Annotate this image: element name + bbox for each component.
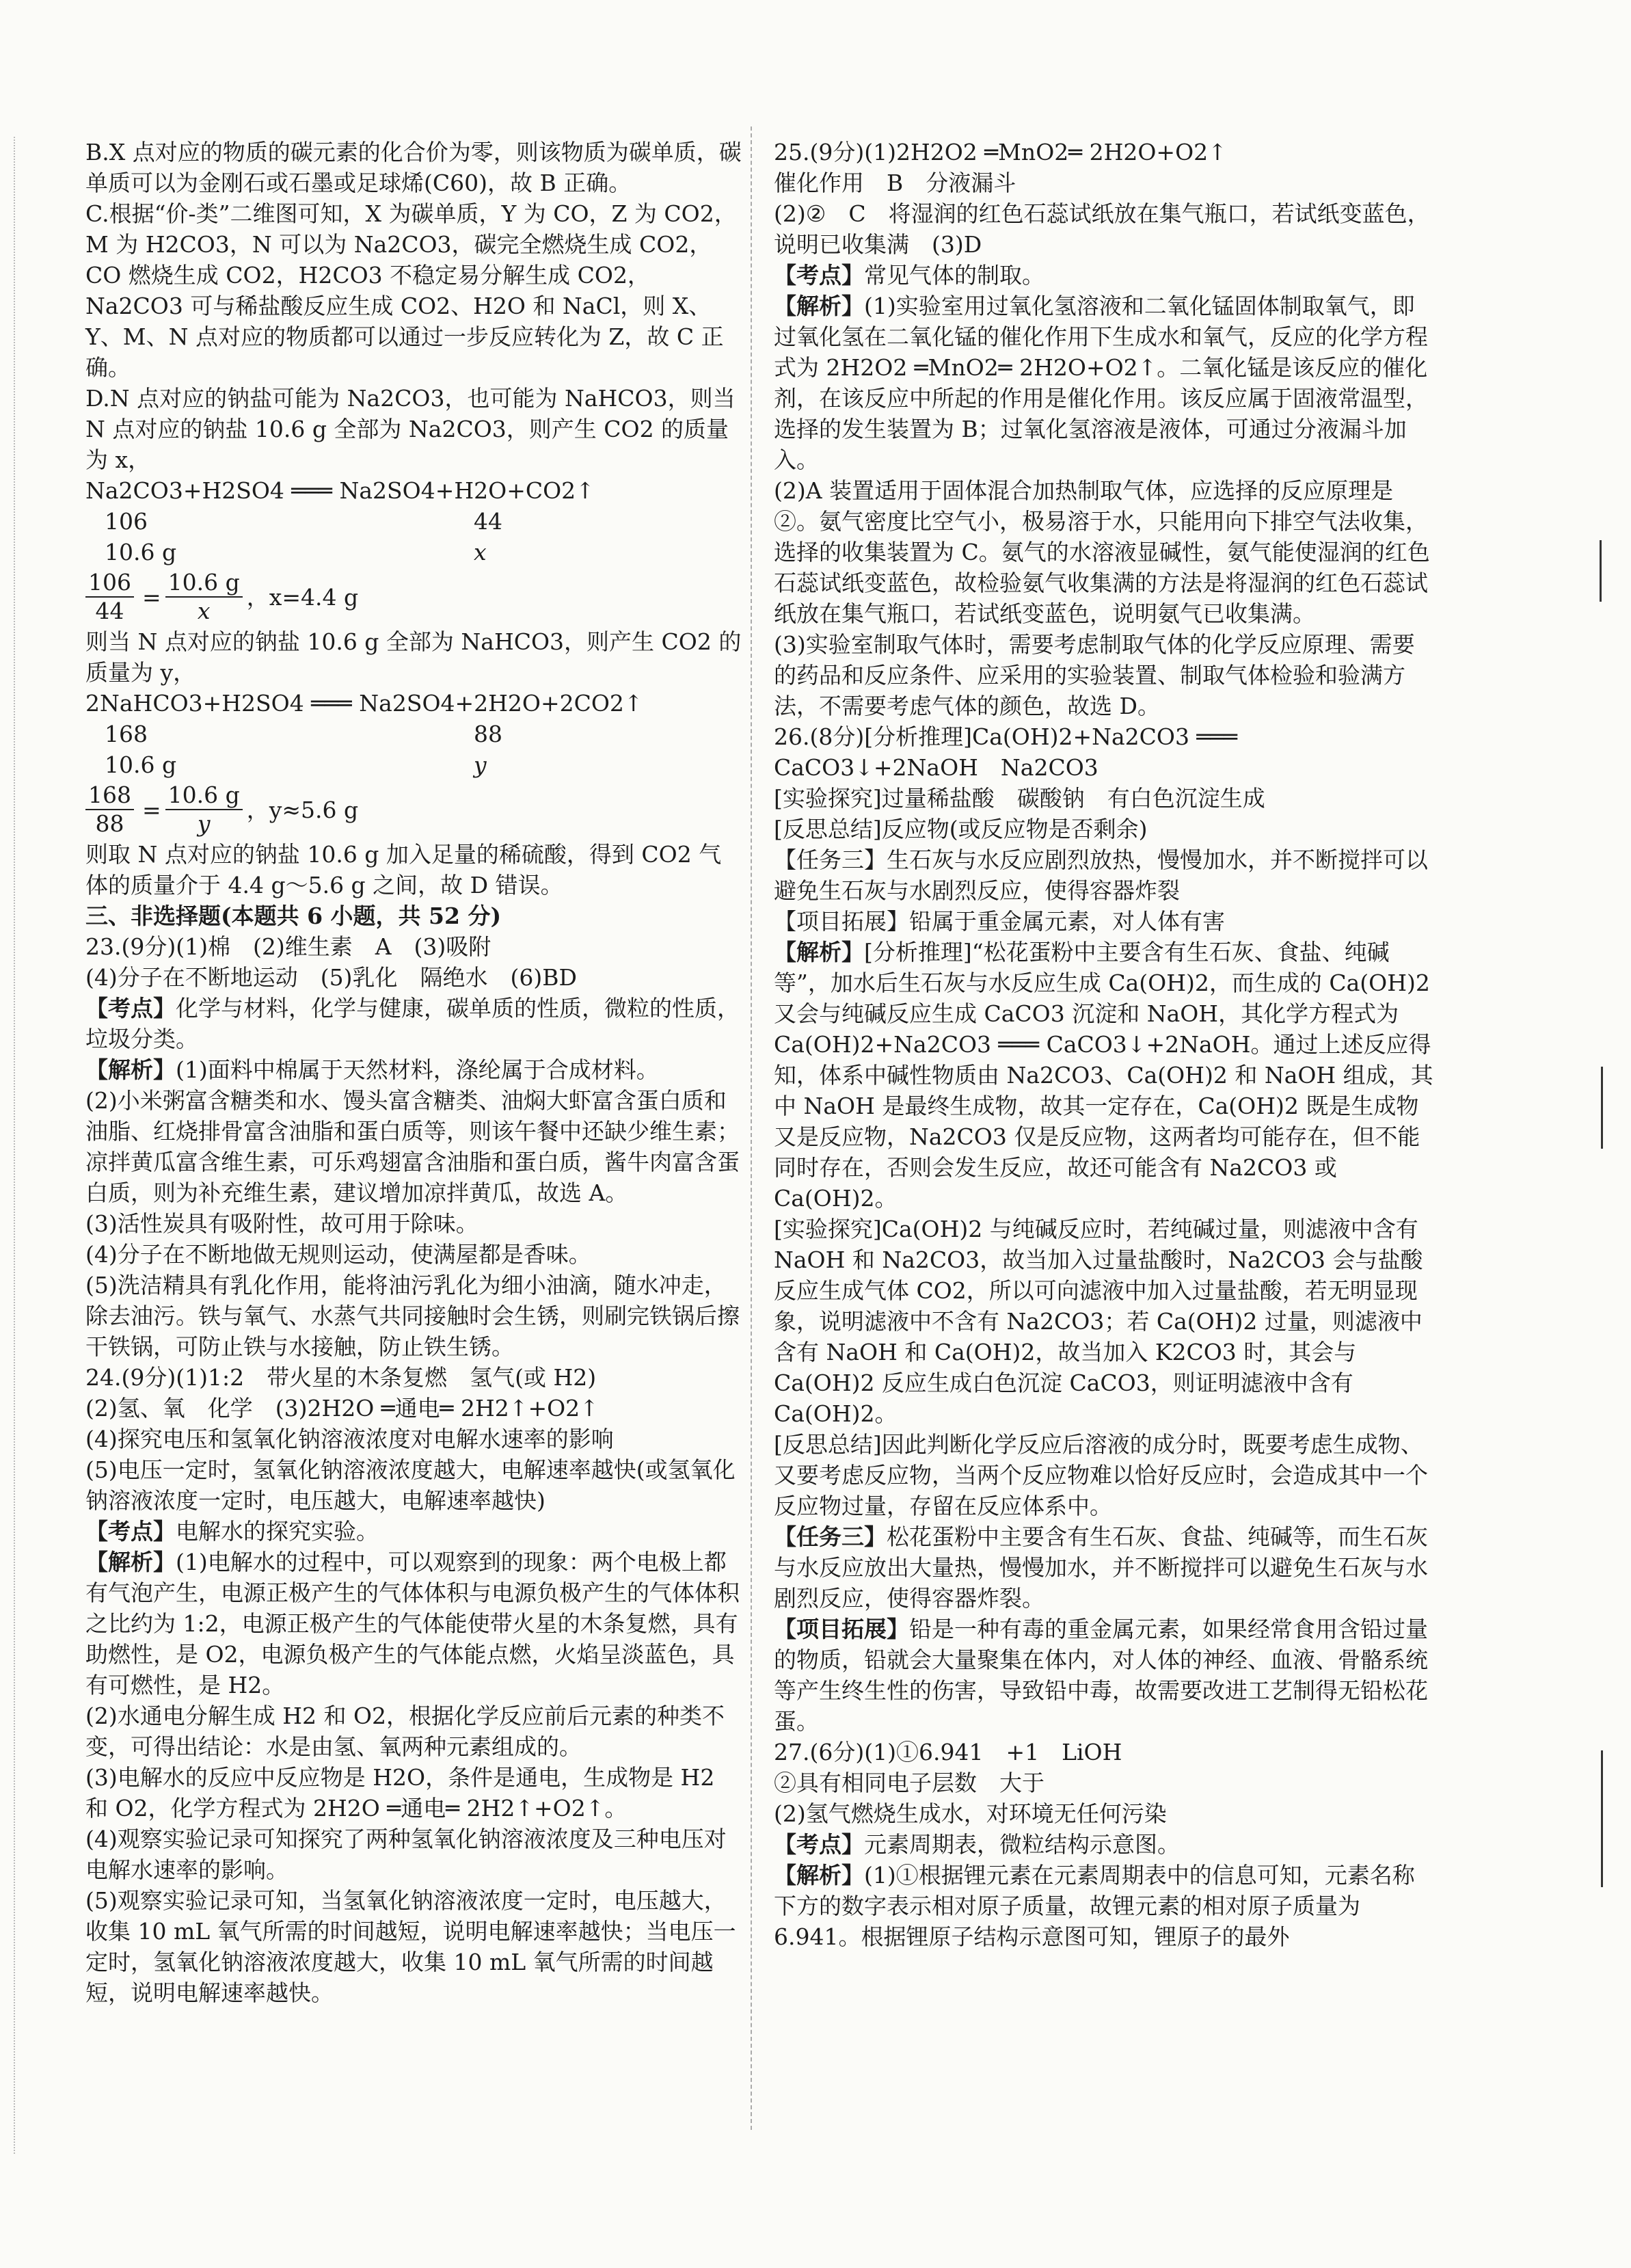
tagged-paragraph: [774, 291, 1437, 475]
tagged-paragraph: [85, 1054, 742, 1085]
tag-text: [分析推理]“松花蛋粉中主要含有生石灰、食盐、纯碱等”，加水后生石灰与水反应生成 Ca(OH)2，而生成的 Ca(OH)2 又会与纯碱反应生成 CaCO3 沉淀和 NaOH，其化学方程式为 Ca(OH)2+Na2CO3 ═══ CaCO3↓+2NaOH。通过上述反应得知，体系中碱性物质由 Na2CO3、Ca(OH)2 和 NaOH 组成，其中 NaOH 是最终生成物，故其一定存在，Ca(OH)2 既是生成物又是反应物，Na2CO3 仅是反应物，这两者均可能存在，但不能同时存在，否则会发生反应，故还可能含有 Na2CO3 或 Ca(OH)2。: [774, 939, 1433, 1212]
section-heading: 三、非选择题(本题共 6 小题，共 52 分): [85, 903, 502, 929]
tagged-paragraph: [774, 260, 1437, 291]
paragraph: (4)分子在不断地做无规则运动，使满屋都是香味。: [85, 1241, 591, 1268]
scan-mark: [1600, 540, 1602, 602]
paragraph: (2)水通电分解生成 H2 和 O2，根据化学反应前后元素的种类不变，可得出结论：水是由氢、氧两种元素组成的。: [85, 1703, 725, 1760]
tag-label: 【考点】: [774, 262, 864, 289]
calc-row: [85, 537, 742, 568]
tag-text: 化学与材料，化学与健康，碳单质的性质，微粒的性质，垃圾分类。: [85, 995, 740, 1052]
tagged-paragraph: [774, 1521, 1437, 1614]
tag-text: 元素周期表，微粒结构示意图。: [864, 1831, 1180, 1858]
fraction-denominator: x: [197, 598, 211, 624]
equals-sign: =: [142, 583, 161, 611]
fraction: [165, 782, 243, 838]
tagged-paragraph: [774, 1614, 1437, 1737]
calc-value: 44: [474, 508, 502, 535]
tag-text: (1)实验室用过氧化氢溶液和二氧化锰固体制取氧气，即过氧化氢在二氧化锰的催化作用下生成水和氧气，反应的化学方程式为 2H2O2 ═MnO2═ 2H2O+O2↑。二氧化锰是该反应的催化剂，在该反应中所起的作用是催化作用。该反应属于固液常温型，选择的发生装置为 B；过氧化氢溶液是液体，可通过分液漏斗加入。: [774, 293, 1428, 473]
paragraph: 27.(6分)(1)①6.941 +1 LiOH: [774, 1739, 1122, 1765]
left-column: [85, 137, 742, 2008]
scan-mark: [1601, 1750, 1603, 1887]
paragraph: 23.(9分)(1)棉 (2)维生素 A (3)吸附: [85, 933, 491, 960]
equation-result: ，y≈5.6 g: [246, 796, 359, 823]
tagged-paragraph: [774, 1860, 1437, 1952]
calc-row: [85, 719, 742, 749]
paragraph: [实验探究]过量稀盐酸 碳酸钠 有白色沉淀生成: [774, 785, 1265, 812]
tag-label: 【解析】: [85, 1056, 176, 1083]
paragraph: [反思总结]因此判断化学反应后溶液的成分时，既要考虑生成物、又要考虑反应物，当两个反应物难以恰好反应时，会造成其中一个反应物过量，存留在反应体系中。: [774, 1431, 1428, 1519]
tag-text: 电解水的探究实验。: [176, 1518, 379, 1545]
calc-value: 10.6 g: [105, 539, 177, 565]
tagged-paragraph: [774, 1829, 1437, 1860]
fraction-denominator: 44: [95, 598, 124, 624]
tag-text: (1)①根据锂元素在元素周期表中的信息可知，元素名称下方的数字表示相对原子质量，故锂元素的相对原子质量为 6.941。根据锂原子结构示意图可知，锂原子的最外: [774, 1862, 1415, 1950]
paragraph: 25.(9分)(1)2H2O2 ═MnO2═ 2H2O+O2↑: [774, 139, 1227, 165]
paragraph: B.X 点对应的物质的碳元素的化合价为零，则该物质为碳单质，碳单质可以为金刚石或石墨或足球烯(C60)，故 B 正确。: [85, 139, 742, 196]
fraction: [85, 782, 134, 838]
paragraph: 【任务三】生石灰与水反应剧烈放热，慢慢加水，并不断搅拌可以避免生石灰与水剧烈反应，使得容器炸裂: [774, 846, 1428, 904]
fraction-numerator: 106: [85, 569, 134, 598]
paragraph: D.N 点对应的钠盐可能为 Na2CO3，也可能为 NaHCO3，则当 N 点对应的钠盐 10.6 g 全部为 Na2CO3，则产生 CO2 的质量为 x，: [85, 385, 736, 473]
tag-text: 常见气体的制取。: [864, 262, 1044, 289]
calc-row: [85, 506, 742, 537]
calc-value: 106: [105, 508, 148, 535]
fraction: [85, 569, 134, 625]
paragraph: Na2CO3+H2SO4 ═══ Na2SO4+H2O+CO2↑: [85, 477, 595, 504]
paragraph: 2NaHCO3+H2SO4 ═══ Na2SO4+2H2O+2CO2↑: [85, 690, 643, 717]
paragraph: C.根据“价-类”二维图可知，X 为碳单质，Y 为 CO，Z 为 CO2，M 为 H2CO3，N 可以为 Na2CO3，碳完全燃烧生成 CO2，CO 燃烧生成 CO2，H2CO3 不稳定易分解生成 CO2，Na2CO3 可与稀盐酸反应生成 CO2、H2O 和 NaCl，则 X、Y、M、N 点对应的物质都可以通过一步反应转化为 Z，故 C 正确。: [85, 200, 737, 381]
tagged-paragraph: [85, 1516, 742, 1547]
paragraph: 则取 N 点对应的钠盐 10.6 g 加入足量的稀硫酸，得到 CO2 气体的质量介于 4.4 g～5.6 g 之间，故 D 错误。: [85, 841, 722, 898]
paragraph: 则当 N 点对应的钠盐 10.6 g 全部为 NaHCO3，则产生 CO2 的质量为 y，: [85, 628, 742, 686]
paragraph: 催化作用 B 分液漏斗: [774, 170, 1016, 196]
scan-mark: [1601, 1067, 1603, 1149]
fraction-denominator: 88: [95, 810, 124, 837]
tagged-paragraph: [85, 1547, 742, 1700]
equals-sign: =: [142, 796, 161, 823]
paragraph: (4)分子在不断地运动 (5)乳化 隔绝水 (6)BD: [85, 964, 577, 991]
tag-label: 【考点】: [85, 1518, 176, 1545]
paragraph: (2)小米粥富含糖类和水、馒头富含糖类、油焖大虾富含蛋白质和油脂、红烧排骨富含油脂和蛋白质等，则该午餐中还缺少维生素；凉拌黄瓜富含维生素，可乐鸡翅富含油脂和蛋白质，酱牛肉富含蛋白质，则为补充维生素，建议增加凉拌黄瓜，故选 A。: [85, 1087, 740, 1206]
tag-label: 【解析】: [774, 1862, 864, 1889]
tag-label: 【解析】: [774, 293, 864, 319]
paragraph: 24.(9分)(1)1:2 带火星的木条复燃 氢气(或 H2): [85, 1364, 597, 1391]
paragraph: (4)观察实验记录可知探究了两种氢氧化钠溶液浓度及三种电压对电解水速率的影响。: [85, 1826, 727, 1883]
calc-value: 168: [105, 721, 148, 747]
calc-value: x: [474, 539, 487, 565]
paragraph: 26.(8分)[分析推理]Ca(OH)2+Na2CO3 ═══ CaCO3↓+2NaOH Na2CO3: [774, 723, 1238, 781]
proportion-equation: [85, 782, 742, 838]
paragraph: (4)探究电压和氢氧化钠溶液浓度对电解水速率的影响: [85, 1426, 614, 1452]
tag-text: 松花蛋粉中主要含有生石灰、食盐、纯碱等，而生石灰与水反应放出大量热，慢慢加水，并不断搅拌可以避免生石灰与水剧烈反应，使得容器炸裂。: [774, 1523, 1428, 1612]
calc-value: 10.6 g: [105, 751, 177, 778]
paragraph: (3)实验室制取气体时，需要考虑制取气体的化学反应原理、需要的药品和反应条件、应采用的实验装置、制取气体检验和验满方法，不需要考虑气体的颜色，故选 D。: [774, 631, 1415, 719]
paragraph: (5)洗洁精具有乳化作用，能将油污乳化为细小油滴，随水冲走，除去油污。铁与氧气、水蒸气共同接触时会生锈，则刷完铁锅后擦干铁锅，可防止铁与水接触，防止铁生锈。: [85, 1272, 740, 1360]
fraction-denominator: y: [197, 810, 211, 837]
right-column: [774, 137, 1437, 1952]
paragraph: (2)氢、氧 化学 (3)2H2O ═通电═ 2H2↑+O2↑: [85, 1395, 599, 1422]
paragraph: (2)氢气燃烧生成水，对环境无任何污染: [774, 1800, 1167, 1827]
fraction-numerator: 10.6 g: [165, 569, 243, 598]
tag-label: 【考点】: [85, 995, 176, 1022]
fraction-numerator: 168: [85, 782, 134, 810]
calc-value: y: [474, 751, 487, 778]
binding-margin-line: [14, 137, 15, 2154]
paragraph: [反思总结]反应物(或反应物是否剩余): [774, 816, 1148, 842]
paragraph: (3)电解水的反应中反应物是 H2O，条件是通电，生成物是 H2 和 O2，化学方程式为 2H2O ═通电═ 2H2↑+O2↑。: [85, 1764, 715, 1822]
equation-result: ，x=4.4 g: [246, 583, 359, 611]
column-divider: [751, 126, 752, 2130]
tag-label: 【项目拓展】: [774, 1616, 909, 1642]
tag-label: 【任务三】: [774, 1523, 887, 1550]
paragraph: (2)② C 将湿润的红色石蕊试纸放在集气瓶口，若试纸变蓝色，说明已收集满 (3)D: [774, 200, 1430, 258]
calc-row: [85, 749, 742, 780]
tag-text: (1)电解水的过程中，可以观察到的现象：两个电极上都有气泡产生，电源正极产生的气体体积与电源负极产生的气体体积之比约为 1:2，电源正极产生的气体能使带火星的木条复燃，具有助燃性，是 O2，电源负极产生的气体能点燃，火焰呈淡蓝色，具有可燃性，是 H2。: [85, 1549, 740, 1698]
paragraph: (5)观察实验记录可知，当氢氧化钠溶液浓度一定时，电压越大，收集 10 mL 氧气所需的时间越短，说明电解速率越快；当电压一定时，氢氧化钠溶液浓度越大，收集 10 mL 氧气所需的时间越短，说明电解速率越快。: [85, 1887, 736, 2006]
fraction-numerator: 10.6 g: [165, 782, 243, 810]
tag-label: 【解析】: [774, 939, 864, 965]
paragraph: (5)电压一定时，氢氧化钠溶液浓度越大，电解速率越快(或氢氧化钠溶液浓度一定时，电压越大，电解速率越快): [85, 1456, 736, 1514]
tagged-paragraph: [85, 993, 742, 1054]
paragraph: 【项目拓展】铅属于重金属元素，对人体有害: [774, 908, 1225, 935]
tag-text: (1)面料中棉属于天然材料，涤纶属于合成材料。: [176, 1056, 659, 1083]
tag-label: 【考点】: [774, 1831, 864, 1858]
tag-label: 【解析】: [85, 1549, 176, 1575]
paragraph: (2)A 装置适用于固体混合加热制取气体，应选择的反应原理是②。氨气密度比空气小，极易溶于水，只能用向下排空气法收集，选择的收集装置为 C。氨气的水溶液显碱性，氨气能使湿润的红色石蕊试纸变蓝色，故检验氨气收集满的方法是将湿润的红色石蕊试纸放在集气瓶口，若试纸变蓝色，说明氨气已收集满。: [774, 477, 1430, 627]
paragraph: ②具有相同电子层数 大于: [774, 1770, 1044, 1796]
tag-text: 铅是一种有毒的重金属元素，如果经常食用含铅过量的物质，铅就会大量聚集在体内，对人体的神经、血液、骨骼系统等产生终生性的伤害，导致铅中毒，故需要改进工艺制得无铅松花蛋。: [774, 1616, 1428, 1735]
calc-value: 88: [474, 721, 502, 747]
proportion-equation: [85, 569, 742, 625]
paragraph: [实验探究]Ca(OH)2 与纯碱反应时，若纯碱过量，则滤液中含有 NaOH 和 Na2CO3，故当加入过量盐酸时，Na2CO3 会与盐酸反应生成气体 CO2，所以可向滤液中加入过量盐酸，若无明显现象，说明滤液中不含有 Na2CO3；若 Ca(OH)2 过量，则滤液中含有 NaOH 和 Ca(OH)2，故当加入 K2CO3 时，其会与 Ca(OH)2 反应生成白色沉淀 CaCO3，则证明滤液中含有 Ca(OH)2。: [774, 1216, 1423, 1427]
paragraph: (3)活性炭具有吸附性，故可用于除味。: [85, 1210, 478, 1237]
fraction: [165, 569, 243, 625]
tagged-paragraph: [774, 937, 1437, 1214]
